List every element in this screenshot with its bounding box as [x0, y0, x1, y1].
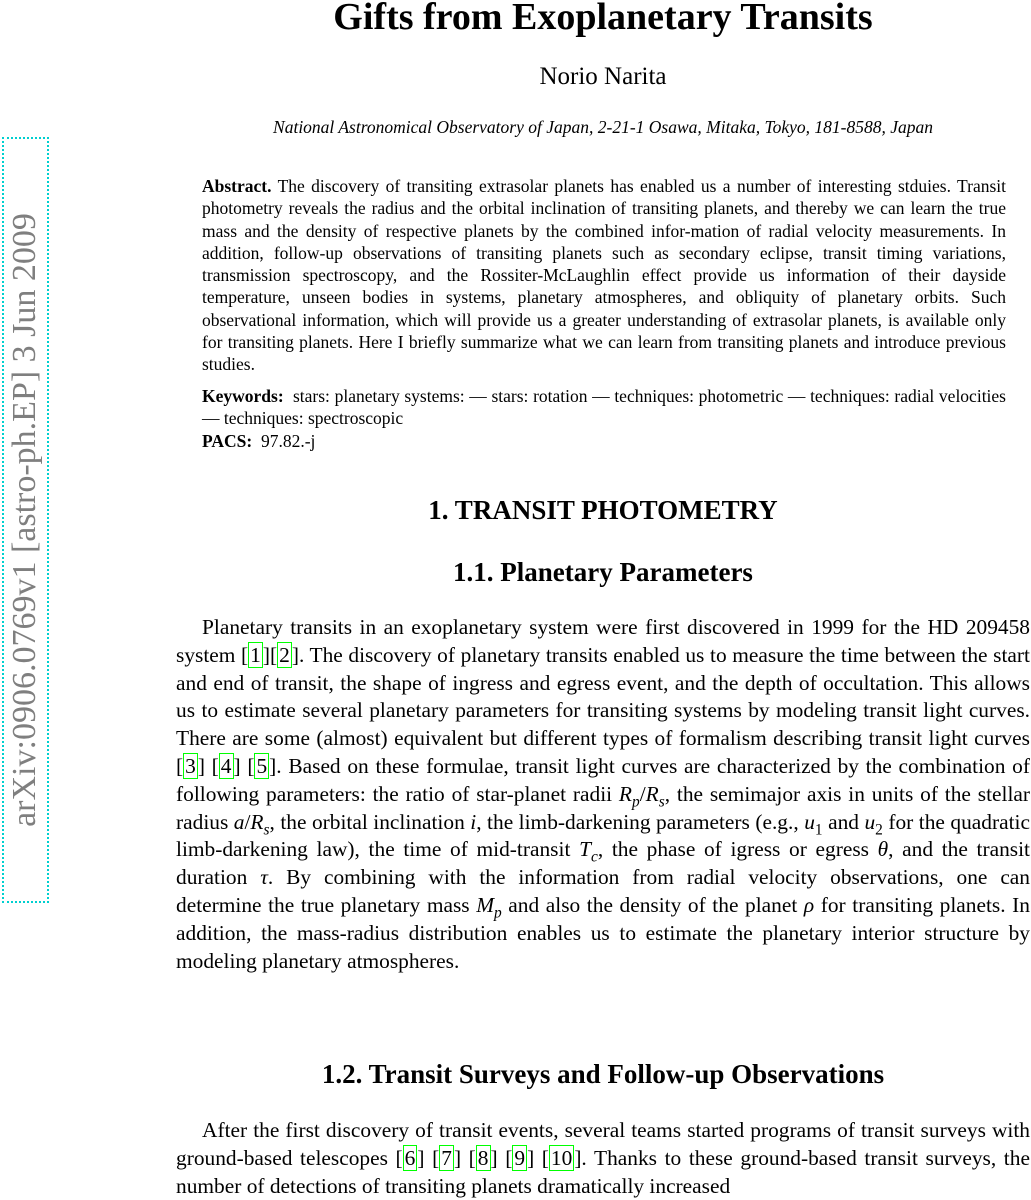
math-u: u	[804, 809, 815, 834]
math-sub-1: 1	[814, 820, 823, 838]
keywords-text: stars: planetary systems: — stars: rotation — techniques: photometric — techniques: radial velocities — techniques: spectroscopic	[202, 386, 1006, 429]
math-slash: /	[244, 809, 251, 834]
abstract-text: The discovery of transiting extrasolar planets has enabled us a number of interesting stduies. Transit photometry reveals the radius and the orbital inclination of transiting planets, and thereby we can learn the true mass and the density of respective planets by the combined infor-mation of radial velocity measurements. In addition, follow-up observations of transiting planets such as secondary eclipse, transit timing variations, transmission spectroscopy, and the Rossiter-McLaughlin effect provide us information of their dayside temperature, unseen bodies in systems, planetary atmospheres, and obliquity of planetary orbits. Such observational information, which will provide us a greater understanding of extrasolar planets, is available only for transiting planets. Here I briefly summarize what we can learn from transiting planets and introduce previous studies.	[202, 176, 1006, 375]
text-run: , the orbital inclination	[269, 809, 471, 834]
text-run: Planetary transits in an exoplanetary system were first discovered in 1999 for the HD 209458 system [	[176, 615, 1030, 667]
text-run: . By combining with the information from radial velocity observations, one can determine the true planetary mass	[176, 865, 1030, 917]
citation-link-8[interactable]: 8	[477, 1145, 489, 1170]
text-run: After the first discovery of transit events, several teams started programs of transit surveys with ground-based telescopes [	[176, 1118, 1030, 1170]
math-u: u	[864, 809, 876, 834]
math-tau: τ	[260, 865, 268, 890]
author-affiliation: National Astronomical Observatory of Japan, 2-21-1 Osawa, Mitaka, Tokyo, 181-8588, Japan	[273, 117, 933, 137]
math-sub-s: s	[658, 793, 665, 811]
keywords	[202, 385, 1006, 430]
math-a: a	[233, 809, 245, 834]
math-M: M	[476, 892, 495, 917]
arxiv-stamp	[0, 137, 50, 905]
paragraph-planetary-parameters	[176, 614, 1030, 975]
math-R: R	[645, 781, 659, 806]
pacs-text: 97.82.-j	[260, 431, 316, 451]
text-run: ]. Based on these formulae, transit light curves are characterized by the combination of following parameters: the ratio of star-planet radii	[176, 753, 1030, 806]
text-run: ]. The discovery of planetary transits enabled us to measure the time between the start and end of transit, the shape of ingress and egress event, and the depth of occultation. This allows us to estimate several planetary parameters for transiting systems by modeling transit light curves. There are some (almost) equivalent but different types of formalism describing transit light curves [	[176, 642, 1030, 778]
text-run: ] [	[490, 1145, 513, 1170]
citation-link-7[interactable]: 7	[441, 1145, 452, 1170]
paragraph-transit-surveys	[176, 1117, 1030, 1200]
text-run: for the quadratic limb-darkening law), the time of mid-transit	[176, 809, 1030, 862]
abstract-label: Abstract.	[202, 176, 272, 196]
text-run: ] [	[233, 753, 255, 778]
math-i: i	[470, 809, 477, 834]
subsection-heading-transit-surveys: 1.2. Transit Surveys and Follow-up Observations	[321, 1059, 885, 1089]
citation-link-4[interactable]: 4	[220, 753, 232, 778]
math-R: R	[618, 781, 632, 806]
citation-link-2[interactable]: 2	[279, 642, 290, 667]
pacs-label: PACS:	[202, 431, 253, 451]
text-run: and	[822, 809, 865, 834]
math-theta: θ	[877, 837, 889, 862]
text-run: , the semimajor axis in units of the stellar radius	[176, 781, 1031, 834]
author-name: Norio Narita	[539, 63, 667, 90]
math-rho: ρ	[803, 892, 815, 917]
paper-title: Gifts from Exoplanetary Transits	[333, 0, 873, 38]
citation-link-10[interactable]: 10	[550, 1145, 573, 1170]
subsection-heading-planetary-parameters: 1.1. Planetary Parameters	[453, 557, 753, 587]
text-run: ] [	[197, 753, 219, 778]
keywords-label: Keywords:	[202, 386, 284, 406]
math-sub-2: 2	[875, 820, 883, 838]
pacs	[202, 430, 1006, 452]
citation-link-1[interactable]: 1	[250, 642, 261, 667]
text-run: , the phase of igress or egress	[597, 837, 878, 862]
citation-link-9[interactable]: 9	[514, 1145, 526, 1170]
text-run: ] [	[453, 1145, 476, 1170]
text-run: for transiting planets. In addition, the mass-radius distribution enables us to estimate the planetary interior structure by modeling planetary atmospheres.	[176, 892, 1030, 973]
math-sub-p: p	[632, 793, 640, 811]
math-slash: /	[639, 781, 646, 806]
text-run: , and the transit duration	[176, 837, 1030, 890]
math-R: R	[250, 809, 264, 834]
math-sub-p: p	[494, 904, 502, 922]
citation-link-6[interactable]: 6	[404, 1145, 416, 1170]
math-T: T	[579, 837, 591, 862]
arxiv-stamp-text: arXiv:0906.0769v1 [astro-ph.EP] 3 Jun 2009	[6, 213, 43, 827]
text-run: ][	[262, 642, 278, 667]
abstract	[202, 175, 1006, 376]
citation-link-3[interactable]: 3	[185, 753, 196, 778]
text-run: , the limb-darkening parameters (e.g.,	[476, 809, 805, 834]
text-run: ] [	[527, 1145, 549, 1170]
text-run: ] [	[417, 1145, 440, 1170]
text-run: and also the density of the planet	[501, 892, 804, 917]
section-heading-transit-photometry: 1. TRANSIT PHOTOMETRY	[428, 495, 778, 525]
math-sub-s: s	[263, 820, 270, 838]
math-sub-c: c	[590, 848, 598, 866]
citation-link-5[interactable]: 5	[256, 753, 268, 778]
text-run: ]. Thanks to these ground-based transit surveys, the number of detections of transiting planets dramatically increased	[176, 1145, 1030, 1198]
